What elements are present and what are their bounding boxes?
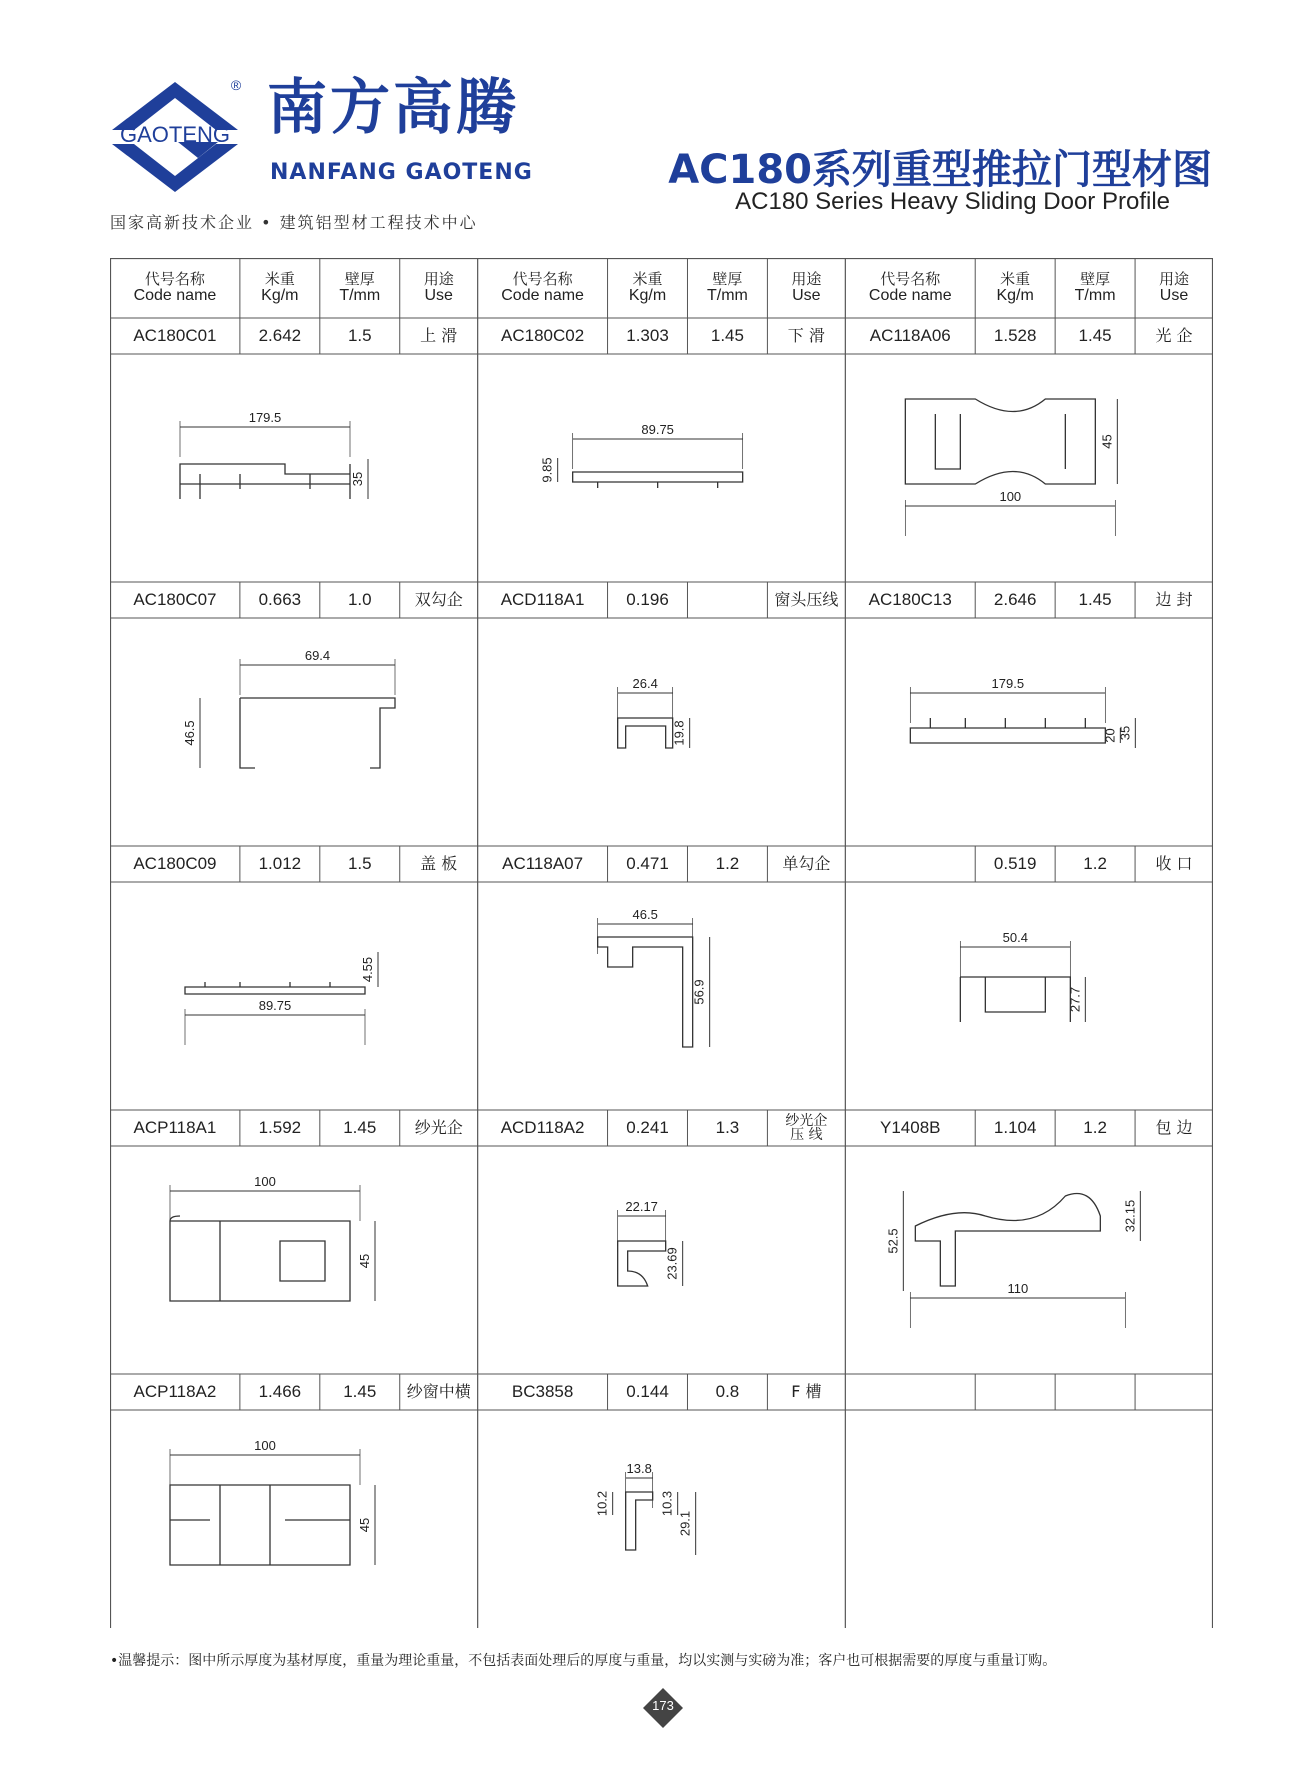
dimension-label: 100: [254, 1174, 276, 1189]
dimension-label: 46.5: [632, 907, 658, 922]
use-cell: 双勾企: [414, 590, 463, 610]
header-en: Kg/m: [628, 287, 667, 305]
dimension-label: 22.17: [625, 1199, 658, 1214]
code-cell: BC3858: [511, 1381, 574, 1401]
code-cell: ACP118A2: [133, 1381, 217, 1401]
header-en: Code name: [868, 287, 952, 305]
profile-drawing: [598, 907, 710, 1047]
brand-name-cn: 南方高腾: [267, 73, 519, 143]
brand-name-en: NANFANG GAOTENG: [270, 160, 533, 185]
header-en: T/mm: [339, 287, 381, 305]
profile-drawing: [910, 676, 1135, 748]
dimension-label: 35: [350, 471, 365, 487]
code-cell: ACP118A1: [133, 1117, 217, 1137]
use-cell: 纱窗中横: [406, 1382, 471, 1402]
column-header: [400, 258, 478, 318]
use-cell: [767, 1110, 845, 1146]
thickness-cell: 1.5: [347, 325, 372, 345]
dimension-label: 110: [1007, 1281, 1029, 1296]
thickness-cell: [1055, 1374, 1135, 1410]
dimension-label: 29.1: [677, 1510, 693, 1537]
thickness-cell: 1.45: [1078, 589, 1112, 609]
profile-drawing: [180, 410, 368, 499]
dimension-label: 45: [357, 1253, 372, 1269]
profile-drawing: [185, 952, 378, 1045]
code-cell: AC118A07: [502, 853, 584, 873]
code-cell: AC180C09: [133, 853, 217, 873]
use-line: 压 线: [790, 1127, 823, 1143]
column-header: [240, 258, 320, 318]
weight-cell: 1.303: [626, 325, 669, 345]
header-en: T/mm: [1074, 287, 1116, 305]
thickness-cell: 0.8: [715, 1381, 740, 1401]
weight-cell: 2.646: [993, 589, 1037, 609]
weight-cell: 1.012: [258, 853, 302, 873]
dimension-label: 45: [1099, 434, 1115, 449]
dimension-label: 10.2: [594, 1490, 610, 1517]
weight-cell: 2.642: [258, 325, 302, 345]
dimension-label: 19.8: [671, 720, 687, 746]
column-header: [1135, 258, 1213, 318]
use-cell: [1135, 1374, 1213, 1410]
header-cn: 米重: [264, 269, 295, 288]
page-number: 173: [652, 1698, 674, 1713]
table-gridlines: [110, 258, 1213, 1628]
weight-cell: 0.519: [993, 853, 1037, 873]
footnote: •温馨提示：图中所示厚度为基材厚度，重量为理论重量，不包括表面处理后的厚度与重量，均以实测与实磅为准；客户也可根据需要的厚度与重量订购。: [110, 1653, 1057, 1669]
dimension-label: 4.55: [360, 956, 375, 983]
gaoteng-logo-icon: [108, 78, 243, 196]
code-cell: ACD118A2: [500, 1117, 585, 1137]
code-cell: AC180C02: [501, 325, 585, 345]
profile-table: [110, 258, 1213, 1628]
page-title-cn: AC180系列重型推拉门型材图: [668, 147, 1212, 193]
weight-cell: 0.663: [258, 589, 302, 609]
profile-drawing: [182, 648, 395, 768]
header-en: T/mm: [706, 287, 748, 305]
thickness-cell: 1.45: [343, 1381, 377, 1401]
thickness-cell: 1.0: [347, 589, 372, 609]
code-cell: ACD118A1: [500, 589, 585, 609]
column-header: [687, 258, 767, 318]
weight-cell: [975, 1374, 1055, 1410]
header-en: Code name: [501, 287, 584, 305]
thickness-cell: 1.45: [343, 1117, 377, 1137]
profile-drawing: [170, 1438, 375, 1565]
weight-cell: 0.241: [626, 1117, 669, 1137]
column-header: [1055, 258, 1135, 318]
header-en: Use: [1159, 287, 1189, 305]
dimension-label: 56.9: [691, 979, 707, 1005]
code-cell: AC118A06: [869, 325, 951, 345]
use-cell: 边 封: [1155, 590, 1193, 610]
header-cn: 代号名称: [144, 269, 205, 288]
header-en: Kg/m: [261, 287, 299, 305]
code-cell: [845, 1374, 975, 1410]
profile-drawing: [170, 1174, 375, 1301]
dimension-label: 32.15: [1122, 1199, 1138, 1233]
profile-drawing: [618, 676, 690, 748]
dimension-label: 45: [357, 1517, 372, 1533]
weight-cell: 0.471: [626, 853, 669, 873]
header-cn: 用途: [423, 269, 454, 288]
dimension-label: 13.8: [626, 1461, 652, 1476]
use-line: 纱光企: [785, 1113, 828, 1129]
use-cell: 窗头压线: [774, 590, 839, 610]
dimension-label: 179.5: [248, 410, 282, 425]
dimension-label: 100: [254, 1438, 276, 1453]
use-cell: 单勾企: [782, 854, 831, 874]
header-cn: 用途: [1159, 269, 1190, 288]
thickness-cell: 1.45: [710, 325, 744, 345]
thickness-cell: 1.2: [715, 853, 740, 873]
weight-cell: 1.466: [258, 1381, 302, 1401]
dimension-label: 46.5: [182, 720, 197, 746]
profile-drawing: [618, 1199, 683, 1286]
header-cn: 代号名称: [880, 269, 941, 288]
header-en: Use: [424, 287, 453, 305]
header-en: Kg/m: [996, 287, 1034, 305]
weight-cell: 1.592: [258, 1117, 302, 1137]
dimension-label: 27.7: [1067, 986, 1083, 1013]
header-cn: 壁厚: [1080, 269, 1111, 288]
thickness-cell: 1.2: [1083, 1117, 1107, 1137]
profile-drawing: [960, 930, 1085, 1022]
code-cell: AC180C01: [133, 325, 217, 345]
thickness-cell: [687, 582, 767, 618]
use-cell: 收 口: [1155, 854, 1193, 874]
weight-cell: 0.144: [626, 1381, 669, 1401]
dimension-label: 100: [999, 489, 1022, 504]
dimension-label: 9.85: [539, 457, 555, 483]
profile-drawing: [905, 399, 1117, 536]
weight-cell: 1.528: [993, 325, 1037, 345]
profile-drawing: [540, 422, 743, 488]
header-cn: 壁厚: [712, 269, 743, 288]
dimension-label: 20: [1102, 728, 1118, 743]
thickness-cell: 1.2: [1083, 853, 1107, 873]
dimension-label: 69.4: [304, 648, 331, 663]
code-cell: AC180C13: [868, 589, 952, 609]
column-header: [608, 258, 688, 318]
column-header: [767, 258, 845, 318]
column-header: [110, 258, 240, 318]
code-cell: AC180C07: [133, 589, 217, 609]
use-cell: F 槽: [791, 1382, 822, 1402]
header-cn: 壁厚: [344, 269, 375, 288]
tagline: 国家高新技术企业 • 建筑铝型材工程技术中心: [110, 213, 478, 232]
dimension-label: 50.4: [1002, 930, 1028, 945]
column-header: [320, 258, 400, 318]
code-cell: [845, 846, 975, 882]
dimension-label: 179.5: [991, 676, 1025, 691]
use-cell: 盖 板: [420, 854, 458, 874]
dimension-label: 52.5: [885, 1228, 901, 1254]
thickness-cell: 1.45: [1078, 325, 1112, 345]
registered-mark: ®: [230, 78, 242, 93]
dimension-label: 26.4: [632, 676, 658, 691]
profile-drawing: [885, 1191, 1140, 1328]
weight-cell: 0.196: [626, 589, 669, 609]
header-cn: 用途: [791, 269, 822, 288]
use-cell: 下 滑: [787, 326, 825, 346]
header-en: Use: [792, 287, 821, 305]
dimension-label: 89.75: [258, 998, 292, 1013]
dimension-label: 10.3: [659, 1490, 675, 1517]
thickness-cell: 1.5: [347, 853, 372, 873]
logo-text: GAOTENG: [119, 122, 231, 147]
column-header: [845, 258, 975, 318]
code-cell: Y1408B: [880, 1117, 941, 1137]
use-cell: 包 边: [1155, 1118, 1193, 1138]
use-cell: 纱光企: [414, 1118, 463, 1138]
profile-drawing: [595, 1461, 696, 1555]
header-cn: 米重: [632, 269, 663, 288]
dimension-label: 89.75: [641, 422, 674, 437]
header-cn: 代号名称: [512, 269, 573, 288]
thickness-cell: 1.3: [715, 1117, 740, 1137]
weight-cell: 1.104: [993, 1117, 1037, 1137]
use-cell: 光 企: [1155, 326, 1193, 346]
page-title-en: AC180 Series Heavy Sliding Door Profile: [735, 188, 1170, 215]
column-header: [478, 258, 608, 318]
dimension-label: 35: [1117, 725, 1133, 741]
use-cell: 上 滑: [420, 326, 458, 346]
header-cn: 米重: [1000, 269, 1031, 288]
column-header: [975, 258, 1055, 318]
dimension-label: 23.69: [664, 1247, 680, 1280]
header-en: Code name: [133, 287, 217, 305]
